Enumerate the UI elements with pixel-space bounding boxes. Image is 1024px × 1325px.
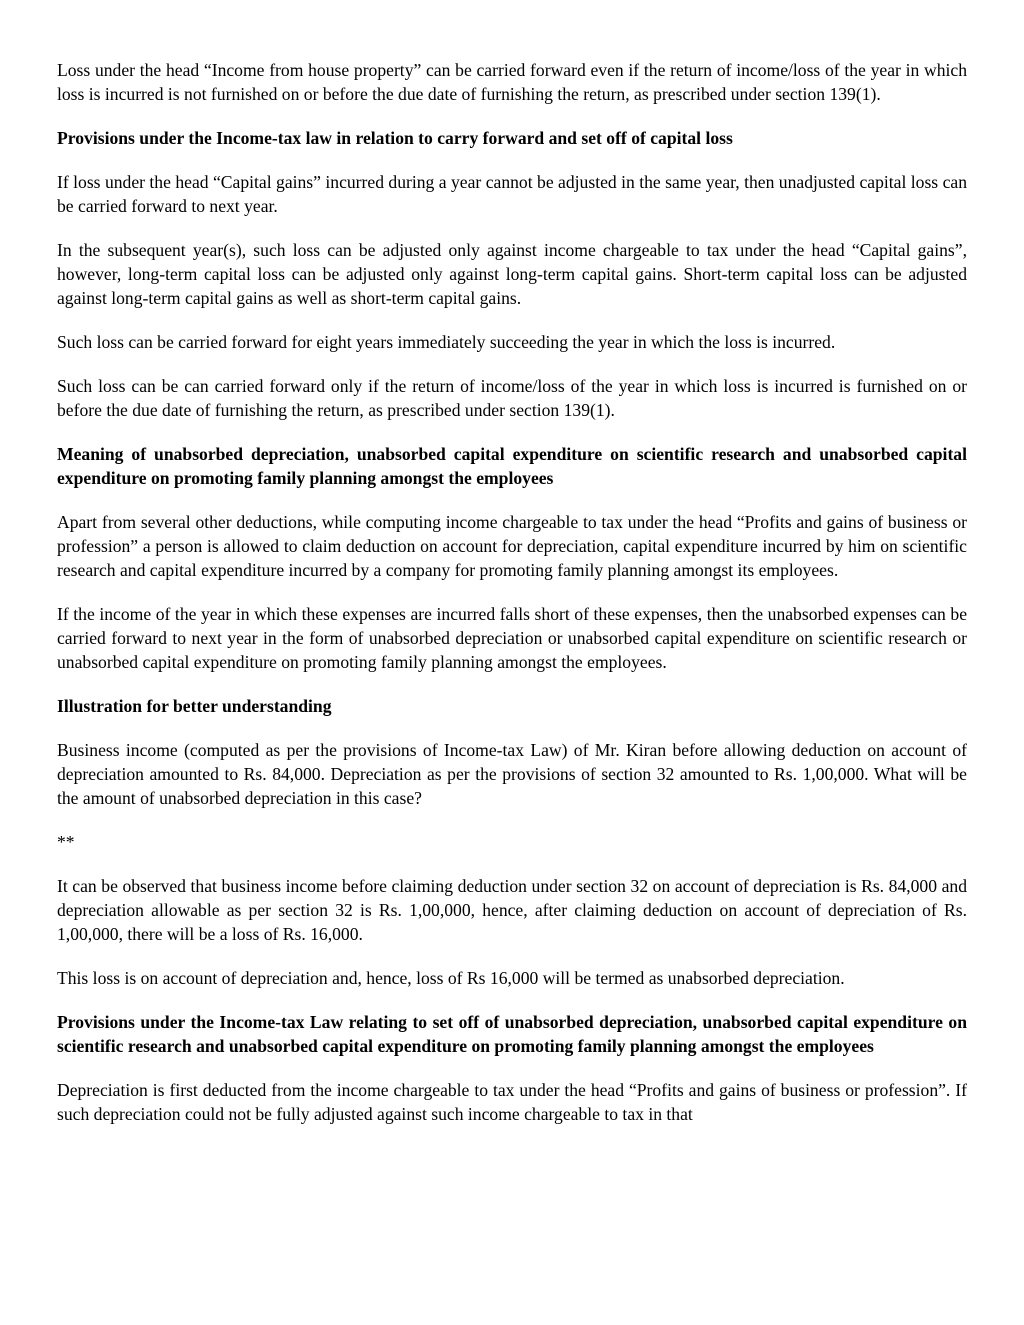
heading-set-off-provisions: Provisions under the Income-tax Law relating to set off of unabsorbed depreciation, unabsorbed capital expenditure on scientific research and unabsorbed capital expenditure on promoting family planning amongst the employees [57, 1012, 967, 1056]
paragraph-return-due-date: Such loss can be can carried forward only if the return of income/loss of the year in which loss is incurred is furnished on or before the due date of furnishing the return, as prescribed under section 139(1). [57, 376, 967, 420]
paragraph-unabsorbed-conclusion: This loss is on account of depreciation and, hence, loss of Rs 16,000 will be termed as unabsorbed depreciation. [57, 968, 845, 988]
paragraph-separator: ** [57, 832, 75, 852]
paragraph-house-property-loss: Loss under the head “Income from house property” can be carried forward even if the return of income/loss of the year in which loss is incurred is not furnished on or before the due date of furnishing the return, as prescribed under section 139(1). [57, 60, 967, 104]
paragraph-capital-loss-carry-forward: If loss under the head “Capital gains” incurred during a year cannot be adjusted in the same year, then unadjusted capital loss can be carried forward to next year. [57, 172, 967, 216]
paragraph-illustration-question: Business income (computed as per the provisions of Income-tax Law) of Mr. Kiran before allowing deduction on account of depreciation amounted to Rs. 84,000. Depreciation as per the provisions of section 32 amounted to Rs. 1,00,000. What will be the amount of unabsorbed depreciation in this case? [57, 740, 967, 808]
paragraph-capital-loss-adjustment: In the subsequent year(s), such loss can be adjusted only against income chargeable to tax under the head “Capital gains”, however, long-term capital loss can be adjusted only against long-term capital gains. Short-term capital loss can be adjusted against long-term capital gains as well as short-term capital gains. [57, 240, 967, 308]
paragraph-illustration-answer: It can be observed that business income before claiming deduction under section 32 on account of depreciation is Rs. 84,000 and depreciation allowable as per section 32 is Rs. 1,00,000, hence, after claiming deduction on account of depreciation of Rs. 1,00,000, there will be a loss of Rs. 16,000. [57, 876, 967, 944]
paragraph-unabsorbed-expenses: If the income of the year in which these expenses are incurred falls short of these expenses, then the unabsorbed expenses can be carried forward to next year in the form of unabsorbed depreciation or unabsorbed capital expenditure on scientific research or unabsorbed capital expenditure on promoting family planning amongst the employees. [57, 604, 967, 672]
heading-capital-loss-provisions: Provisions under the Income-tax law in relation to carry forward and set off of capital loss [57, 128, 733, 148]
heading-unabsorbed-meaning: Meaning of unabsorbed depreciation, unabsorbed capital expenditure on scientific research and unabsorbed capital expenditure on promoting family planning amongst the employees [57, 444, 967, 488]
paragraph-eight-years: Such loss can be carried forward for eight years immediately succeeding the year in which the loss is incurred. [57, 332, 836, 352]
heading-illustration: Illustration for better understanding [57, 696, 332, 716]
document-page [57, 58, 967, 1126]
paragraph-depreciation-deduction: Depreciation is first deducted from the income chargeable to tax under the head “Profits and gains of business or profession”. If such depreciation could not be fully adjusted against such income chargeable to tax in that [57, 1080, 967, 1124]
paragraph-deductions-overview: Apart from several other deductions, while computing income chargeable to tax under the head “Profits and gains of business or profession” a person is allowed to claim deduction on account for depreciation, capital expenditure incurred by him on scientific research and capital expenditure incurred by a company for promoting family planning amongst its employees. [57, 512, 967, 580]
